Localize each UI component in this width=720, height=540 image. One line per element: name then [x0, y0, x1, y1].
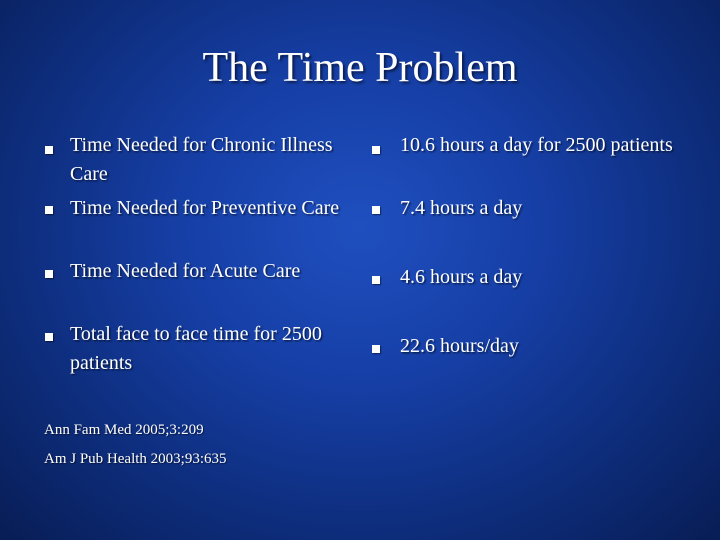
right-item-acute-hours: 4.6 hours a day [400, 266, 523, 288]
reference-item: Am J Pub Health 2003;93:635 [44, 451, 227, 467]
square-bullet-icon [45, 146, 53, 154]
square-bullet-icon [45, 333, 53, 341]
square-bullet-icon [45, 270, 53, 278]
right-item-preventive-hours: 7.4 hours a day [400, 197, 523, 219]
square-bullet-icon [372, 345, 380, 353]
square-bullet-icon [45, 206, 53, 214]
right-item-chronic-hours: 10.6 hours a day for 2500 patients [400, 134, 673, 156]
reference-item: Ann Fam Med 2005;3:209 [44, 422, 204, 438]
right-item-total-hours: 22.6 hours/day [400, 335, 519, 357]
left-item-preventive: Time Needed for Preventive Care [70, 197, 340, 219]
square-bullet-icon [372, 276, 380, 284]
slide-title: The Time Problem [202, 45, 518, 91]
square-bullet-icon [372, 146, 380, 154]
left-item-total: Total face to face time for 2500 patients [70, 323, 322, 374]
square-bullet-icon [372, 206, 380, 214]
left-item-chronic: Time Needed for Chronic Illness Care [70, 134, 333, 185]
left-item-acute: Time Needed for Acute Care [70, 260, 301, 282]
references [44, 416, 227, 474]
